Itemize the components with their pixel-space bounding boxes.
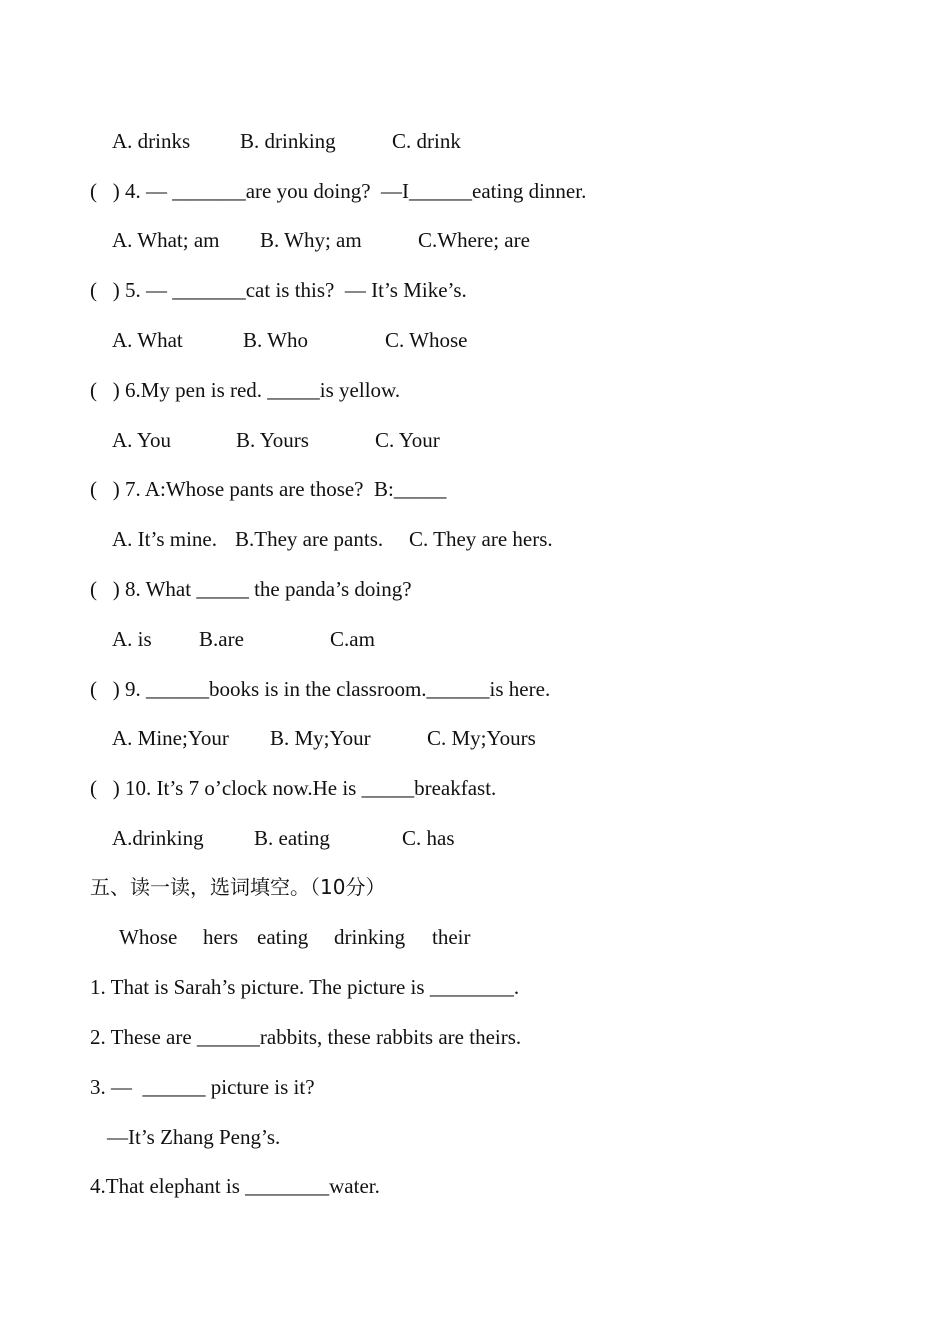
question-5-stem: ( ) 5. — _______cat is this? — It’s Mike’s.: [90, 278, 467, 302]
word-bank-item: Whose: [119, 925, 178, 949]
q4-option-a: A. What; am: [112, 228, 220, 252]
fill-in-item-4: 4.That elephant is ________water.: [90, 1174, 380, 1198]
q5-option-b: B. Who: [243, 328, 308, 352]
question-7-stem: ( ) 7. A:Whose pants are those? B:_____: [90, 477, 447, 501]
q6-option-a: A. You: [112, 428, 171, 452]
q6-option-b: B. Yours: [236, 428, 309, 452]
section-5-heading: 五、读一读，选词填空。（10分）: [90, 875, 386, 899]
q5-option-a: A. What: [112, 328, 183, 352]
q4-option-c: C.Where; are: [418, 228, 530, 252]
q6-option-c: C. Your: [375, 428, 440, 452]
word-bank-item: eating: [257, 925, 309, 949]
q7-option-b: B.They are pants.: [235, 527, 384, 551]
fill-in-item-2: 2. These are ______rabbits, these rabbits are theirs.: [90, 1025, 522, 1049]
q10-option-a: A.drinking: [112, 826, 204, 850]
q10-option-c: C. has: [402, 826, 455, 850]
q9-option-b: B. My;Your: [270, 726, 371, 750]
fill-in-item-3: 3. — ______ picture is it?: [90, 1075, 315, 1099]
q10-option-b: B. eating: [254, 826, 330, 850]
q7-option-c: C. They are hers.: [409, 527, 553, 551]
question-6-stem: ( ) 6.My pen is red. _____is yellow.: [90, 378, 401, 402]
question-9-stem: ( ) 9. ______books is in the classroom.______is here.: [90, 677, 551, 701]
question-8-stem: ( ) 8. What _____ the panda’s doing?: [90, 577, 412, 601]
q5-option-c: C. Whose: [385, 328, 468, 352]
q9-option-c: C. My;Yours: [427, 726, 536, 750]
fill-in-item-3-answer: —It’s Zhang Peng’s.: [107, 1125, 281, 1149]
q7-option-a: A. It’s mine.: [112, 527, 217, 551]
q8-option-c: C.am: [330, 627, 375, 651]
question-10-stem: ( ) 10. It’s 7 o’clock now.He is _____breakfast.: [90, 776, 497, 800]
q8-option-b: B.are: [199, 627, 244, 651]
q4-option-b: B. Why; am: [260, 228, 362, 252]
q8-option-a: A. is: [112, 627, 152, 651]
fill-in-item-1: 1. That is Sarah’s picture. The picture is ________.: [90, 975, 520, 999]
word-bank-item: drinking: [334, 925, 406, 949]
q3-option-c: C. drink: [392, 129, 461, 153]
q3-option-b: B. drinking: [240, 129, 336, 153]
word-bank-item: hers: [203, 925, 238, 949]
q9-option-a: A. Mine;Your: [112, 726, 229, 750]
q3-option-a: A. drinks: [112, 129, 191, 153]
word-bank-item: their: [432, 925, 471, 949]
question-4-stem: ( ) 4. — _______are you doing? —I______eating dinner.: [90, 179, 587, 203]
